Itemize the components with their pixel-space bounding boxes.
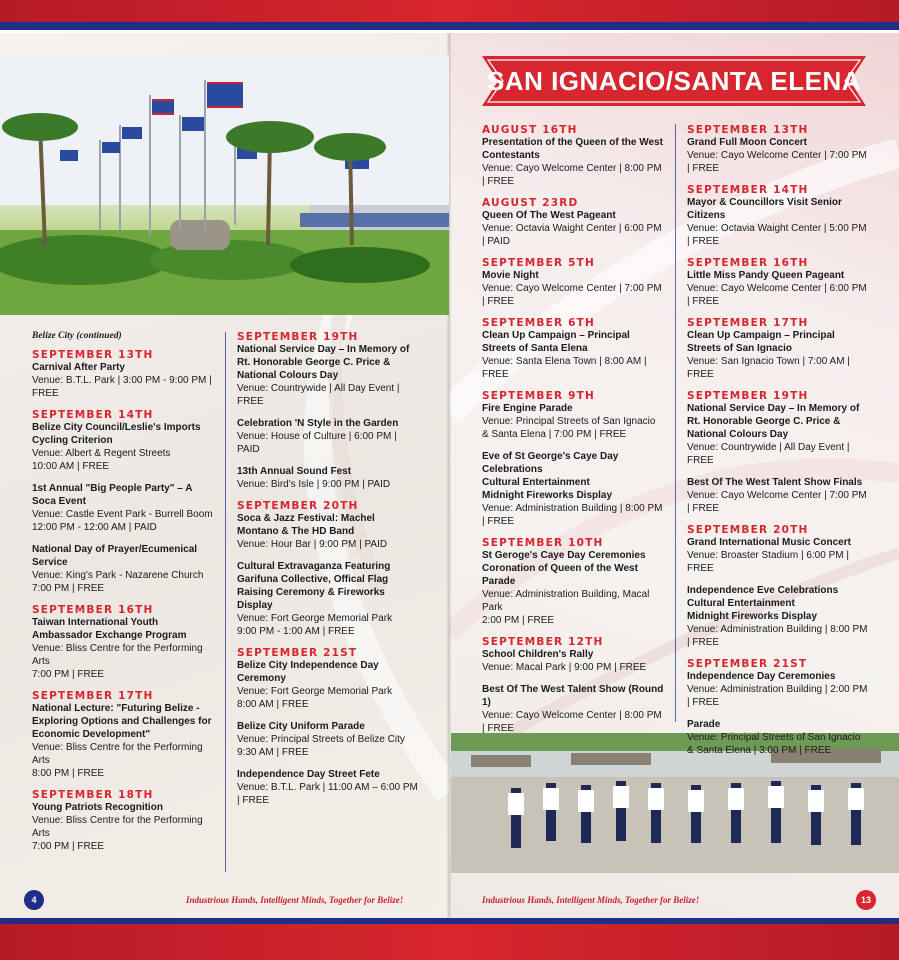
event-date: SEPTEMBER 19TH [687,390,809,402]
page-number-right: 13 [856,890,876,910]
event-item [687,524,869,575]
event-item [237,647,419,711]
event-name: Fire Engine Parade [482,403,573,414]
event-venue: Venue: Principal Streets of San Ignacio & Santa Elena | 3:00 PM | FREE [687,732,861,756]
flag-plaza-photo [0,55,449,315]
left-column-2 [237,331,419,816]
event-name: Grand International Music Concert [687,537,851,548]
event-venue: Venue: Cayo Welcome Center | 7:00 PM | FREE [687,490,867,514]
event-item [237,331,419,408]
event-date: SEPTEMBER 20TH [687,524,809,536]
event-date: SEPTEMBER 14TH [687,184,809,196]
footer-slogan-left: Industrious Hands, Intelligent Minds, Together for Belize! [186,895,404,905]
event-item [687,390,869,467]
event-item [687,317,869,381]
event-item [687,184,869,248]
event-venue: Venue: Santa Elena Town | 8:00 AM | FREE [482,356,647,380]
event-venue: Venue: Principal Streets of San Ignacio & Santa Elena | 7:00 PM | FREE [482,416,656,440]
event-item [482,124,664,188]
event-date: SEPTEMBER 12TH [482,636,604,648]
event-item [482,317,664,381]
event-item [237,417,419,456]
event-name: National Lecture: "Futuring Belize - Exploring Options and Challenges for Economic Development" [32,703,212,740]
event-name: Young Patriots Recognition [32,802,163,813]
event-item [32,543,214,595]
event-date: SEPTEMBER 13TH [687,124,809,136]
event-item [482,390,664,441]
event-item [482,636,664,674]
event-venue: Venue: B.T.L. Park | 3:00 PM - 9:00 PM | FREE [32,375,212,399]
right-column-divider [675,124,676,722]
event-venue: Venue: Fort George Memorial Park 9:00 PM - 1:00 AM | FREE [237,613,393,637]
bottom-red-band [0,924,899,960]
event-name: Grand Full Moon Concert [687,137,807,148]
event-name: Taiwan International Youth Ambassador Exchange Program [32,617,187,641]
event-date: SEPTEMBER 18TH [32,789,154,801]
event-item [32,789,214,853]
event-date: SEPTEMBER 19TH [237,331,359,343]
event-name: National Service Day – In Memory of Rt. Honorable George C. Price & National Colours Day [687,403,860,440]
right-column-1 [482,124,664,744]
event-item [687,718,869,757]
event-item [482,537,664,627]
left-column-divider [225,332,226,872]
event-date: AUGUST 23RD [482,197,579,209]
event-name: Best Of The West Talent Show (Round 1) [482,684,664,708]
event-venue: Venue: Bird's Isle | 9:00 PM | PAID [237,479,391,490]
event-venue: Venue: Broaster Stadium | 6:00 PM | FREE [687,550,849,574]
event-item [687,476,869,515]
event-item [482,257,664,308]
event-name: Belize City Uniform Parade [237,721,365,732]
event-name: National Day of Prayer/Ecumenical Service [32,544,198,568]
event-name: 13th Annual Sound Fest [237,466,352,477]
event-name: Independence Day Ceremonies [687,671,836,682]
event-venue: Venue: Countrywide | All Day Event | FREE [237,383,400,407]
footer-slogan-right: Industrious Hands, Intelligent Minds, Together for Belize! [482,895,700,905]
event-venue: Venue: Bliss Centre for the Performing Arts 8:00 PM | FREE [32,742,203,779]
event-name: Mayor & Councillors Visit Senior Citizens [687,197,842,221]
event-venue: Venue: Cayo Welcome Center | 7:00 PM | FREE [482,283,662,307]
page-number-left: 4 [24,890,44,910]
event-venue: Venue: King's Park - Nazarene Church 7:00 PM | FREE [32,570,204,594]
right-column-2 [687,124,869,766]
event-venue: Venue: Bliss Centre for the Performing Arts 7:00 PM | FREE [32,643,203,680]
event-venue: Venue: Hour Bar | 9:00 PM | PAID [237,539,388,550]
event-item [687,257,869,308]
event-name: Clean Up Campaign – Principal Streets of San Ignacio [687,330,835,354]
event-item [32,349,214,400]
event-date: SEPTEMBER 9TH [482,390,595,402]
event-item [32,482,214,534]
top-blue-band [0,22,899,30]
event-item [687,124,869,175]
event-venue: Venue: Macal Park | 9:00 PM | FREE [482,662,647,673]
event-name: Eve of St George's Caye Day Celebrations Cultural Entertainment Midnight Fireworks Display [482,451,619,501]
event-item [32,690,214,780]
event-venue: Venue: Albert & Regent Streets 10:00 AM | FREE [32,448,171,472]
event-date: SEPTEMBER 20TH [237,500,359,512]
event-name: St Geroge's Caye Day Ceremonies Coronation of Queen of the West Parade [482,550,646,587]
event-venue: Venue: Fort George Memorial Park 8:00 AM | FREE [237,686,393,710]
event-date: SEPTEMBER 10TH [482,537,604,549]
event-venue: Venue: Bliss Centre for the Performing Arts 7:00 PM | FREE [32,815,203,852]
event-venue: Venue: Principal Streets of Belize City 9:30 AM | FREE [237,734,405,758]
event-name: Independence Day Street Fete [237,769,380,780]
event-date: SEPTEMBER 5TH [482,257,595,269]
event-name: Presentation of the Queen of the West Contestants [482,137,663,161]
event-name: Carnival After Party [32,362,125,373]
event-name: Cultural Extravaganza Featuring Garifuna Collective, Offical Flag Raising Ceremony & Fireworks Display [237,561,391,611]
event-venue: Venue: Administration Building | 2:00 PM | FREE [687,684,868,708]
event-venue: Venue: Castle Event Park - Burrell Boom 12:00 PM - 12:00 AM | PAID [32,509,213,533]
event-venue: Venue: B.T.L. Park | 11:00 AM – 6:00 PM | FREE [237,782,418,806]
event-item [237,500,419,551]
event-venue: Venue: Countrywide | All Day Event | FREE [687,442,850,466]
event-date: SEPTEMBER 13TH [32,349,154,361]
event-item [687,658,869,709]
event-item [482,197,664,248]
event-name: School Children's Rally [482,649,594,660]
page-title: SAN IGNACIO/SANTA ELENA [486,65,862,96]
event-item [32,409,214,473]
event-venue: Venue: Administration Building, Macal Park 2:00 PM | FREE [482,589,650,626]
event-item [32,604,214,681]
event-venue: Venue: Octavia Waight Center | 5:00 PM | FREE [687,223,867,247]
event-date: SEPTEMBER 14TH [32,409,154,421]
event-item [237,768,419,807]
event-venue: Venue: Octavia Waight Center | 6:00 PM | PAID [482,223,662,247]
event-name: Queen Of The West Pageant [482,210,616,221]
event-name: Clean Up Campaign – Principal Streets of Santa Elena [482,330,630,354]
event-name: Little Miss Pandy Queen Pageant [687,270,845,281]
event-item [482,450,664,528]
event-item [482,683,664,735]
top-red-band [0,0,899,22]
event-name: 1st Annual "Big People Party" – A Soca Event [32,483,193,507]
event-name: Best Of The West Talent Show Finals [687,477,863,488]
event-name: Belize City Independence Day Ceremony [237,660,379,684]
event-venue: Venue: Cayo Welcome Center | 7:00 PM | FREE [687,150,867,174]
event-name: Belize City Council/Leslie's Imports Cycling Criterion [32,422,201,446]
flag-plaza-illustration [0,55,449,315]
event-name: Soca & Jazz Festival: Machel Montano & The HD Band [237,513,375,537]
event-venue: Venue: Cayo Welcome Center | 6:00 PM | FREE [687,283,867,307]
event-date: AUGUST 16TH [482,124,578,136]
event-venue: Venue: Administration Building | 8:00 PM | FREE [482,503,663,527]
event-item [237,465,419,491]
event-date: SEPTEMBER 6TH [482,317,595,329]
event-date: SEPTEMBER 21ST [687,658,808,670]
event-date: SEPTEMBER 21ST [237,647,358,659]
event-venue: Venue: Cayo Welcome Center | 8:00 PM | FREE [482,163,662,187]
event-name: Parade [687,719,721,730]
event-name: National Service Day – In Memory of Rt. Honorable George C. Price & National Colours Day [237,344,410,381]
event-date: SEPTEMBER 16TH [32,604,154,616]
event-item [687,584,869,649]
event-venue: Venue: San Ignacio Town | 7:00 AM | FREE [687,356,850,380]
event-venue: Venue: Administration Building | 8:00 PM | FREE [687,624,868,648]
event-name: Movie Night [482,270,539,281]
event-item [237,720,419,759]
section-title: Belize City (continued) [32,331,122,341]
event-venue: Venue: Cayo Welcome Center | 8:00 PM | FREE [482,710,662,734]
left-column-1 [32,331,214,862]
event-date: SEPTEMBER 16TH [687,257,809,269]
event-item [237,560,419,638]
event-name: Independence Eve Celebrations Cultural Entertainment Midnight Fireworks Display [687,585,839,622]
event-date: SEPTEMBER 17TH [687,317,809,329]
event-venue: Venue: House of Culture | 6:00 PM | PAID [237,431,397,455]
event-name: Celebration 'N Style in the Garden [237,418,399,429]
event-date: SEPTEMBER 17TH [32,690,154,702]
